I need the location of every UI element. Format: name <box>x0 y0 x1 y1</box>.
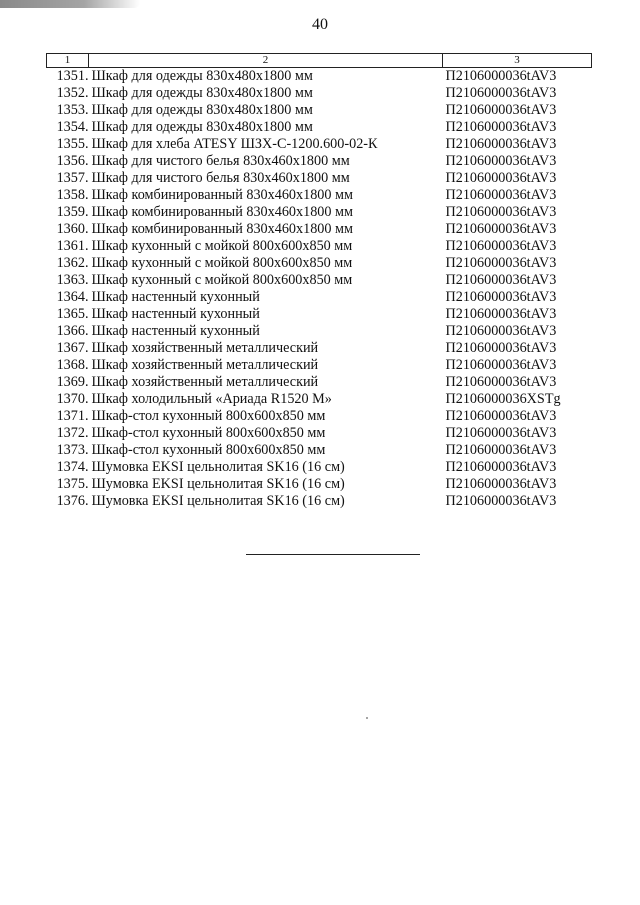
table-row <box>47 476 592 493</box>
table-row <box>47 425 592 442</box>
item-code: П2106000036tAV3 <box>445 153 557 169</box>
item-code: П2106000036tAV3 <box>445 374 557 390</box>
table-row <box>47 204 592 221</box>
row-number: 1374. <box>56 459 89 475</box>
item-code: П2106000036tAV3 <box>445 68 557 84</box>
row-number: 1361. <box>56 238 89 254</box>
item-name: Шкаф-стол кухонный 800х600х850 мм <box>91 425 326 441</box>
item-code: П2106000036tAV3 <box>445 459 557 475</box>
table-row <box>47 357 592 374</box>
row-number: 1371. <box>56 408 89 424</box>
table-row <box>47 340 592 357</box>
row-number: 1353. <box>56 102 89 118</box>
table-row <box>47 102 592 119</box>
item-name: Шкаф хозяйственный металлический <box>91 357 319 373</box>
page-number: 40 <box>312 16 328 33</box>
item-name: Шкаф для чистого белья 830х460х1800 мм <box>91 170 350 186</box>
item-name: Шкаф кухонный с мойкой 800х600х850 мм <box>91 272 353 288</box>
item-code: П2106000036tAV3 <box>445 340 557 356</box>
item-code: П2106000036tAV3 <box>445 85 557 101</box>
item-code: П2106000036tAV3 <box>445 425 557 441</box>
table-row <box>47 306 592 323</box>
table-row <box>47 323 592 340</box>
row-number: 1370. <box>56 391 89 407</box>
item-code: П2106000036tAV3 <box>445 272 557 288</box>
row-number: 1356. <box>56 153 89 169</box>
table-row <box>47 272 592 289</box>
row-number: 1375. <box>56 476 89 492</box>
item-name: Шкаф кухонный с мойкой 800х600х850 мм <box>91 255 353 271</box>
item-code: П2106000036tAV3 <box>445 408 557 424</box>
item-code: П2106000036tAV3 <box>445 493 557 509</box>
item-name: Шкаф холодильный «Ариада R1520 М» <box>91 391 332 407</box>
item-name: Шкаф настенный кухонный <box>91 306 260 322</box>
column-header-code: 3 <box>443 54 592 68</box>
table-row <box>47 136 592 153</box>
table-row <box>47 153 592 170</box>
item-name: Шкаф настенный кухонный <box>91 289 260 305</box>
item-code: П2106000036tAV3 <box>445 442 557 458</box>
item-code: П2106000036tAV3 <box>445 221 557 237</box>
item-name: Шкаф для одежды 830х480х1800 мм <box>91 119 313 135</box>
item-name: Шкаф хозяйственный металлический <box>91 340 319 356</box>
item-name: Шкаф для чистого белья 830х460х1800 мм <box>91 153 350 169</box>
item-code: П2106000036XSTg <box>445 391 561 407</box>
item-code: П2106000036tAV3 <box>445 357 557 373</box>
table-row <box>47 374 592 391</box>
row-number: 1366. <box>56 323 89 339</box>
item-name: Шкаф комбинированный 830х460х1800 мм <box>91 221 353 237</box>
table-row <box>47 391 592 408</box>
table-row <box>47 119 592 136</box>
table-row <box>47 459 592 476</box>
row-number: 1358. <box>56 187 89 203</box>
item-code: П2106000036tAV3 <box>445 136 557 152</box>
item-name: Шкаф кухонный с мойкой 800х600х850 мм <box>91 238 353 254</box>
table-row <box>47 493 592 510</box>
table-body <box>47 68 592 511</box>
item-code: П2106000036tAV3 <box>445 323 557 339</box>
row-number: 1364. <box>56 289 89 305</box>
row-number: 1359. <box>56 204 89 220</box>
row-number: 1367. <box>56 340 89 356</box>
table-row <box>47 442 592 459</box>
item-code: П2106000036tAV3 <box>445 102 557 118</box>
end-of-list-rule <box>246 554 420 555</box>
scan-speck <box>366 717 368 719</box>
item-name: Шкаф для одежды 830х480х1800 мм <box>91 85 313 101</box>
table-row <box>47 187 592 204</box>
table-row <box>47 255 592 272</box>
table-row <box>47 170 592 187</box>
item-name: Шкаф комбинированный 830х460х1800 мм <box>91 204 353 220</box>
row-number: 1369. <box>56 374 89 390</box>
row-number: 1368. <box>56 357 89 373</box>
table-header <box>47 54 592 68</box>
item-code: П2106000036tAV3 <box>445 204 557 220</box>
row-number: 1360. <box>56 221 89 237</box>
item-code: П2106000036tAV3 <box>445 170 557 186</box>
item-code: П2106000036tAV3 <box>445 255 557 271</box>
table-row <box>47 238 592 255</box>
item-name: Шумовка EKSI цельнолитая SK16 (16 см) <box>91 476 345 492</box>
row-number: 1362. <box>56 255 89 271</box>
item-name: Шкаф комбинированный 830х460х1800 мм <box>91 187 353 203</box>
table-row <box>47 68 592 86</box>
item-name: Шкаф для одежды 830х480х1800 мм <box>91 68 313 84</box>
row-number: 1363. <box>56 272 89 288</box>
row-number: 1365. <box>56 306 89 322</box>
item-name: Шкаф-стол кухонный 800х600х850 мм <box>91 442 326 458</box>
column-header-name: 2 <box>89 54 443 68</box>
item-name: Шумовка EKSI цельнолитая SK16 (16 см) <box>91 493 345 509</box>
table-row <box>47 221 592 238</box>
item-code: П2106000036tAV3 <box>445 476 557 492</box>
table-row <box>47 408 592 425</box>
item-code: П2106000036tAV3 <box>445 187 557 203</box>
table-header-row <box>47 54 592 68</box>
item-code: П2106000036tAV3 <box>445 119 557 135</box>
row-number: 1376. <box>56 493 89 509</box>
row-number: 1351. <box>56 68 89 84</box>
item-name: Шкаф хозяйственный металлический <box>91 374 319 390</box>
row-number: 1352. <box>56 85 89 101</box>
row-number: 1354. <box>56 119 89 135</box>
row-number: 1372. <box>56 425 89 441</box>
table-row <box>47 85 592 102</box>
row-number: 1355. <box>56 136 89 152</box>
item-code: П2106000036tAV3 <box>445 306 557 322</box>
item-name: Шкаф для хлеба ATESY ШЗХ-С-1200.600-02-К <box>91 136 378 152</box>
item-name: Шумовка EKSI цельнолитая SK16 (16 см) <box>91 459 345 475</box>
item-code: П2106000036tAV3 <box>445 238 557 254</box>
row-number: 1357. <box>56 170 89 186</box>
scan-artifact <box>0 0 140 8</box>
table-row <box>47 289 592 306</box>
item-name: Шкаф настенный кухонный <box>91 323 260 339</box>
items-table <box>46 53 592 510</box>
item-code: П2106000036tAV3 <box>445 289 557 305</box>
item-name: Шкаф-стол кухонный 800х600х850 мм <box>91 408 326 424</box>
column-header-number: 1 <box>47 54 89 68</box>
row-number: 1373. <box>56 442 89 458</box>
item-name: Шкаф для одежды 830х480х1800 мм <box>91 102 313 118</box>
